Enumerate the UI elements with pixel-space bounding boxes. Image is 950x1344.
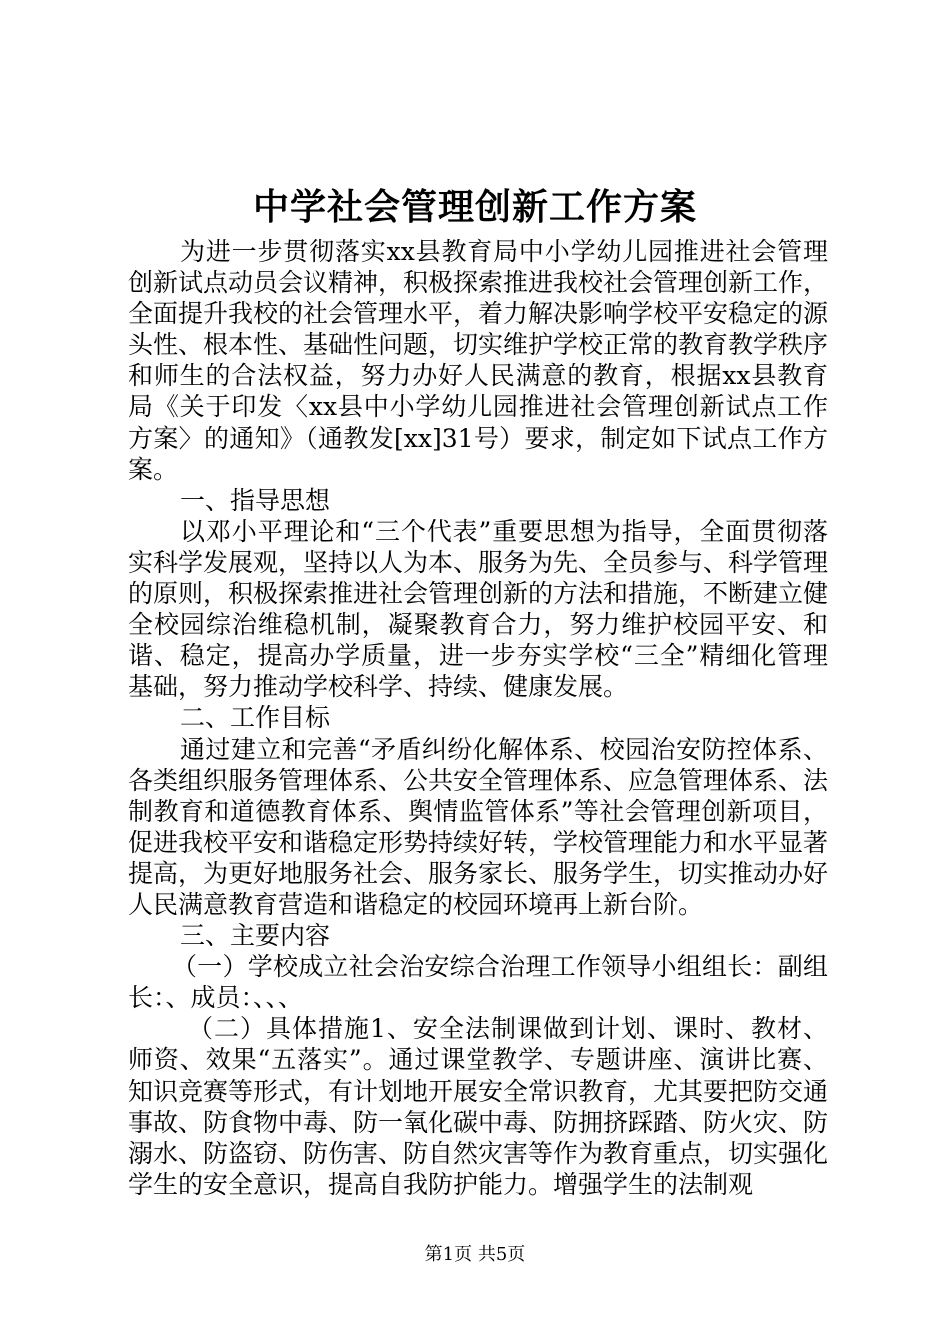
leadership-group-paragraph: （一）学校成立社会治安综合治理工作领导小组组长：副组长：、成员：、、、 (128, 952, 828, 1013)
guiding-ideology-paragraph: 以邓小平理论和“三个代表”重要思想为指导，全面贯彻落实科学发展观，坚持以人为本、服务为先、全员参与、科学管理的原则，积极探索推进社会管理创新的方法和措施，不断建立健全校园综治维稳机制，凝聚教育合力，努力维护校园平安、和谐、稳定，提高办学质量，进一步夯实学校“三全”精细化管理基础，努力推动学校科学、持续、健康发展。 (128, 516, 829, 702)
section-heading-work-goals: 二、工作目标 (180, 703, 331, 733)
document-title: 中学社会管理创新工作方案 (252, 186, 697, 228)
intro-paragraph: 为进一步贯彻落实xx县教育局中小学幼儿园推进社会管理创新试点动员会议精神，积极探索推进我校社会管理创新工作，全面提升我校的社会管理水平，着力解决影响学校平安稳定的源头性、根本性、基础性问题，切实维护学校正常的教育教学秩序和师生的合法权益，努力办好人民满意的教育，根据xx县教育局《关于印发〈xx县中小学幼儿园推进社会管理创新试点工作方案〉的通知》（通教发[xx]31号）要求，制定如下试点工作方案。 (128, 237, 829, 484)
document-body (128, 236, 828, 1200)
specific-measures-paragraph: （二）具体措施1、安全法制课做到计划、课时、教材、师资、效果“五落实”。通过课堂教学、专题讲座、演讲比赛、知识竞赛等形式，有计划地开展安全常识教育，尤其要把防交通事故、防食物中毒、防一氧化碳中毒、防拥挤踩踏、防火灾、防溺水、防盗窃、防伤害、防自然灾害等作为教育重点，切实强化学生的安全意识，提高自我防护能力。增强学生的法制观 (128, 1014, 829, 1199)
section-heading-guiding-ideology: 一、指导思想 (180, 485, 331, 515)
page-footer: 第1页 共5页 (424, 1244, 526, 1265)
work-goals-paragraph: 通过建立和完善“矛盾纠纷化解体系、校园治安防控体系、各类组织服务管理体系、公共安全管理体系、应急管理体系、法制教育和道德教育体系、舆情监管体系”等社会管理创新项目，促进我校平安和谐稳定形势持续好转，学校管理能力和水平显著提高，为更好地服务社会、服务家长、服务学生，切实推动办好人民满意教育营造和谐稳定的校园环境再上新台阶。 (128, 734, 829, 919)
section-heading-main-content: 三、主要内容 (180, 921, 331, 951)
